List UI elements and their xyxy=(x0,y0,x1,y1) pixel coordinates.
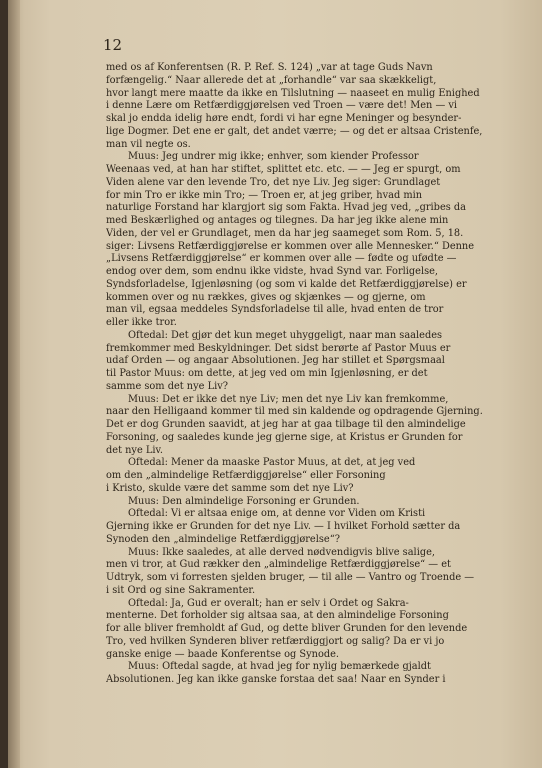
text-line: hvor langt mere maatte da ikke en Tilslutning — naaseet en mulig Enighed xyxy=(106,87,480,99)
text-line: menterne. Det forholder sig altsaa saa, at den almindelige Forsoning xyxy=(106,610,449,622)
text-line: man vil, egsaa meddeles Syndsforladelse til alle, hvad enten de tror xyxy=(106,304,444,316)
text-line: naturlige Forstand har klargjort sig som Fakta. Hvad jeg ved, „gribes da xyxy=(106,202,466,214)
text-line: udaf Orden — og angaar Absolutionen. Jeg har stillet et Spørgsmaal xyxy=(106,355,445,367)
text-line: Muus: Oftedal sagde, at hvad jeg for nylig bemærkede gjaldt xyxy=(128,661,431,673)
text-line: Absolutionen. Jeg kan ikke ganske forstaa det saa! Naar en Synder i xyxy=(106,674,446,685)
text-line: eller ikke tror. xyxy=(106,317,177,328)
text-line: i sit Ord og sine Sakramenter. xyxy=(106,584,256,596)
text-line: Muus: Den almindelige Forsoning er Grunden. xyxy=(128,495,360,507)
text-line: fremkommer med Beskyldninger. Det sidst berørte af Pastor Muus er xyxy=(106,342,451,354)
text-line: men vi tror, at Gud rækker den „almindelige Retfærdiggjørelse“ — et xyxy=(106,559,451,571)
text-line: Syndsforladelse, Igjenløsning (og som vi kalde det Retfærdiggjørelse) er xyxy=(106,278,467,290)
text-line: Oftedal: Det gjør det kun meget uhyggeligt, naar man saaledes xyxy=(128,329,443,341)
text-line: Udtryk, som vi forresten sjelden bruger, — til alle — Vantro og Troende — xyxy=(106,572,475,583)
text-line: kommen over og nu rækkes, gives og skjænkes — og gjerne, om xyxy=(106,291,426,303)
text-line: Oftedal: Ja, Gud er overalt; han er selv i Ordet og Sakra- xyxy=(128,597,409,609)
text-line: Tro, ved hvilken Synderen bliver retfærdiggjort og salig? Da er vi jo xyxy=(106,635,445,647)
text-line: Weenaas ved, at han har stiftet, splittet etc. etc. — — Jeg er spurgt, om xyxy=(106,164,461,175)
text-line: det nye Liv. xyxy=(106,444,164,456)
text-line: Viden, der vel er Grundlaget, men da har jeg saameget som Rom. 5, 18. xyxy=(106,227,464,239)
text-line: „Livsens Retfærdiggjørelse“ er kommen over alle — fødte og ufødte — xyxy=(106,253,457,265)
text-line: man vil negte os. xyxy=(106,138,191,150)
text-line: ganske enige — baade Konferentse og Synode. xyxy=(106,648,340,660)
text-line: endog over dem, som endnu ikke vidste, hvad Synd var. Forligelse, xyxy=(106,266,439,277)
text-line: med Beskærlighed og antages og tilegnes. Da har jeg ikke alene min xyxy=(106,215,449,226)
text-line: Oftedal: Mener da maaske Pastor Muus, at det, at jeg ved xyxy=(128,457,416,469)
text-line: for alle bliver fremholdt af Gud, og dette bliver Grunden for den levende xyxy=(106,623,468,634)
text-line: Synoden den „almindelige Retfærdiggjørelse“? xyxy=(106,533,340,545)
text-line: Muus: Ikke saaledes, at alle derved nødvendigvis blive salige, xyxy=(128,546,436,558)
text-line: lige Dogmer. Det ene er galt, det andet værre; — og det er altsaa Cristenfe, xyxy=(106,125,483,137)
text-line: til Pastor Muus: om dette, at jeg ved om min Igjenløsning, er det xyxy=(106,368,428,379)
text-line: Viden alene var den levende Tro, det nye Liv. Jeg siger: Grundlaget xyxy=(106,176,441,188)
text-line: Muus: Jeg undrer mig ikke; enhver, som kiender Professor xyxy=(128,151,419,163)
text-line: i Kristo, skulde være det samme som det nye Liv? xyxy=(106,482,354,494)
text-line: siger: Livsens Retfærdiggjørelse er kommen over alle Mennesker.“ Denne xyxy=(106,240,475,252)
text-line: Gjerning ikke er Grunden for det nye Liv. — I hvilket Forhold sætter da xyxy=(106,521,461,532)
text-line: med os af Konferentsen (R. P. Ref. S. 124) „var at tage Guds Navn xyxy=(106,62,433,73)
page-body-text xyxy=(106,62,494,687)
text-line: Forsoning, og saaledes kunde jeg gjerne sige, at Kristus er Grunden for xyxy=(106,431,463,443)
text-line: forfængelig.“ Naar allerede det at „forhandle“ var saa skækkeligt, xyxy=(106,74,437,86)
text-line: naar den Helligaand kommer til med sin kaldende og opdragende Gjerning. xyxy=(106,406,483,418)
book-page xyxy=(8,0,542,768)
text-line: om den „almindelige Retfærdiggjørelse“ eller Forsoning xyxy=(106,470,386,481)
page-number: 12 xyxy=(103,36,123,54)
text-line: Oftedal: Vi er altsaa enige om, at denne vor Viden om Kristi xyxy=(128,508,426,520)
text-line: Muus: Det er ikke det nye Liv; men det nye Liv kan fremkomme, xyxy=(128,393,449,405)
text-line: Det er dog Grunden saavidt, at jeg har at gaa tilbage til den almindelige xyxy=(106,419,466,430)
text-line: for min Tro er ikke min Tro; — Troen er, at jeg griber, hvad min xyxy=(106,189,423,201)
text-line: i denne Lære om Retfærdiggjørelsen ved Troen — være det! Men — vi xyxy=(106,100,458,112)
text-line: samme som det nye Liv? xyxy=(106,380,228,392)
page-spine-shadow xyxy=(8,0,20,768)
text-line: skal jo endda idelig høre endt, fordi vi har egne Meninger og besynder- xyxy=(106,113,462,124)
